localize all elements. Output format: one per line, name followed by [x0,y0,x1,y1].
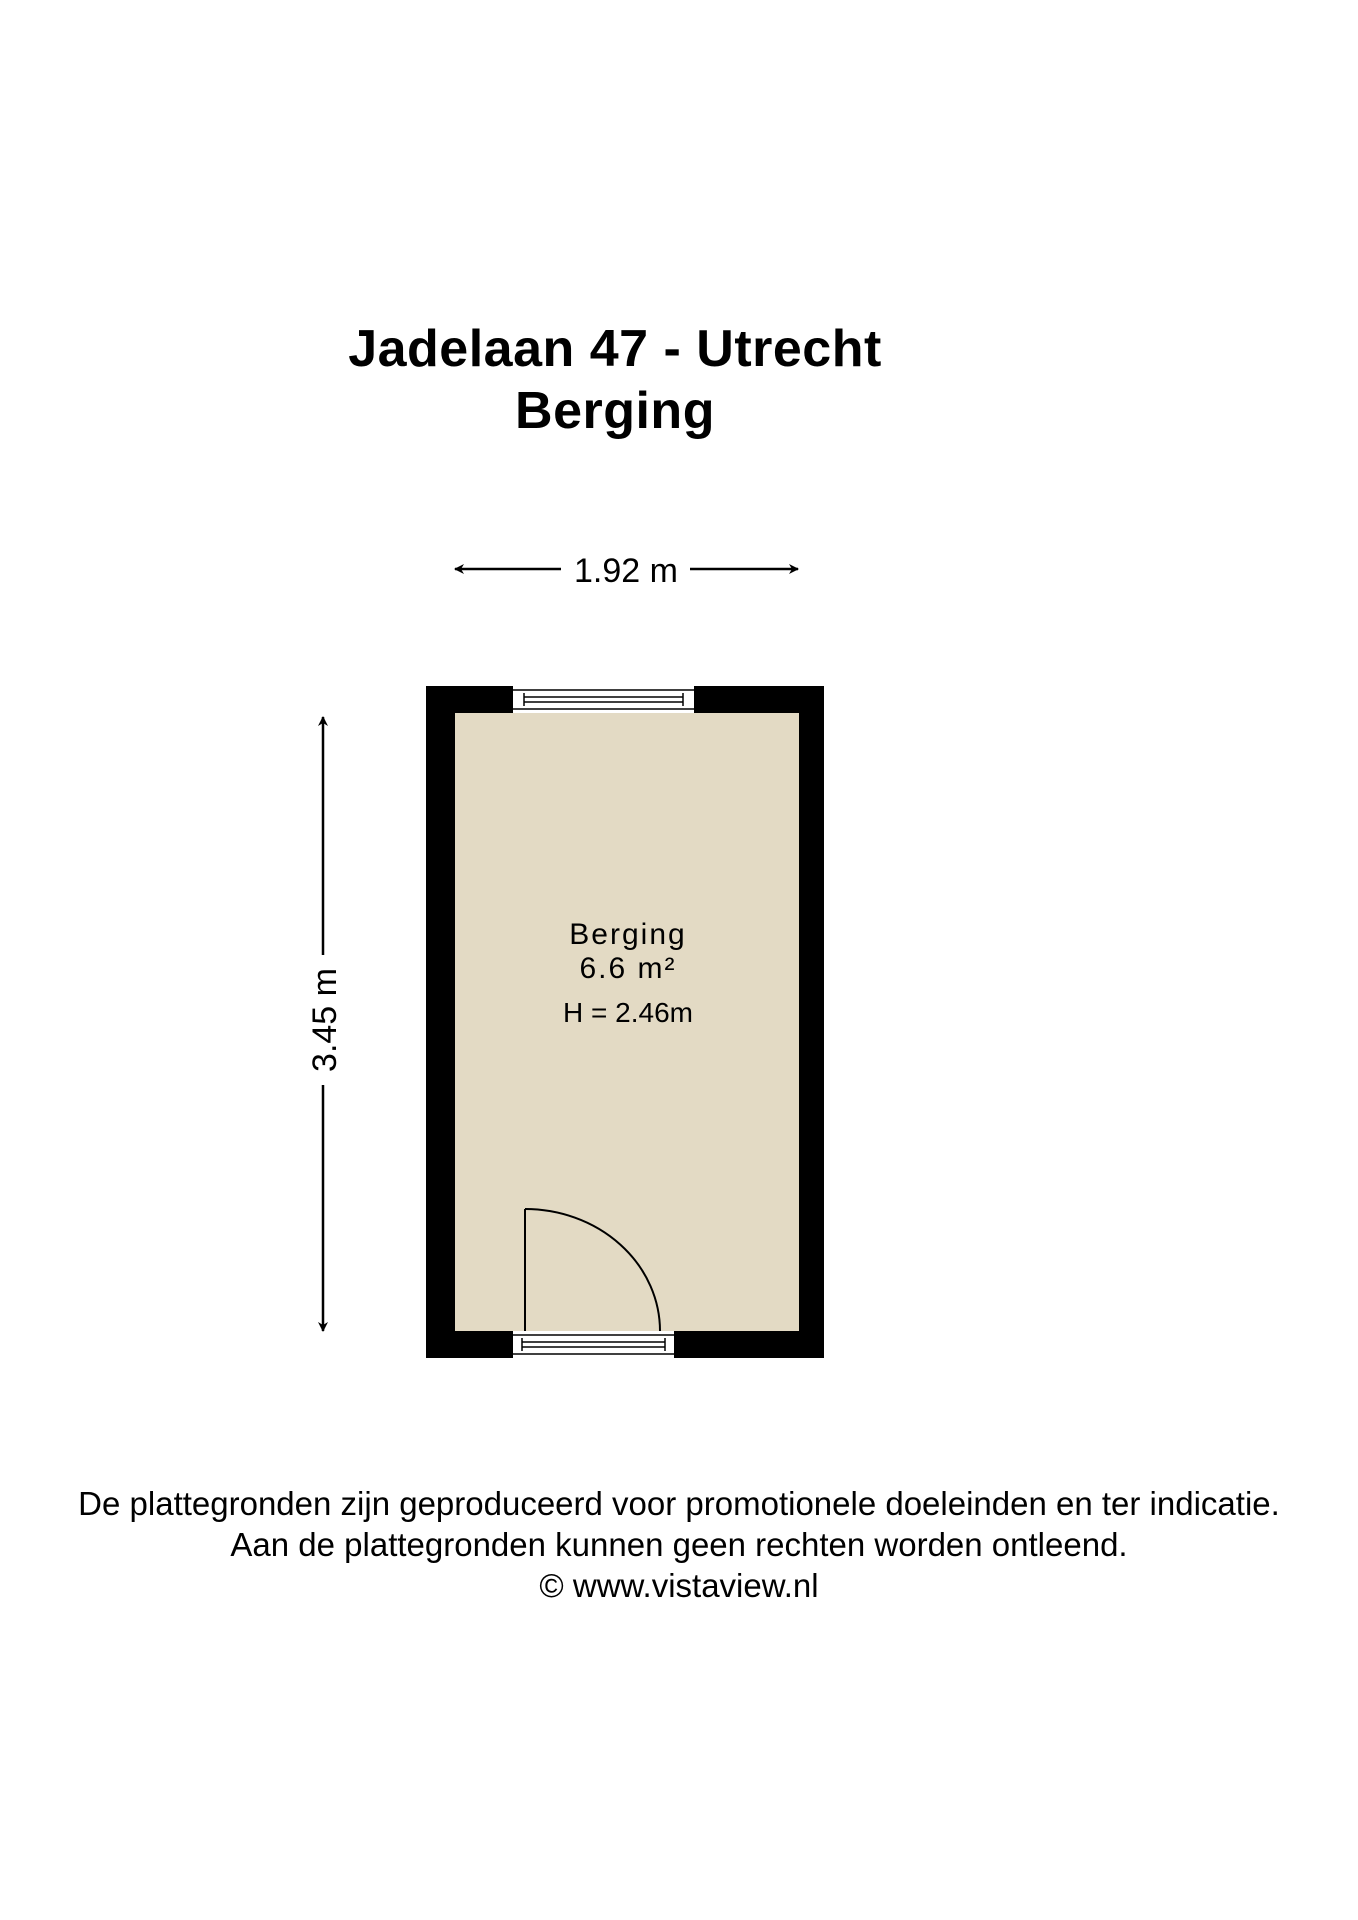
disclaimer [0,1483,1358,1606]
disclaimer-line-2: Aan de plattegronden kunnen geen rechten worden ontleend. [230,1526,1128,1563]
room-label [563,918,693,1028]
top-window [512,686,695,713]
address-title: Jadelaan 47 - Utrecht [348,320,882,378]
floor-title: Berging [515,382,715,440]
room-height: H = 2.46m [563,997,693,1028]
width-dimension [455,552,798,590]
disclaimer-line-1: De plattegronden zijn geproduceerd voor promotionele doeleinden en ter indicatie. [78,1485,1280,1522]
width-dimension-label: 1.92 m [574,552,678,590]
room-area: 6.6 m² [579,952,677,985]
depth-dimension [306,717,344,1331]
bottom-door-opening [512,1331,675,1358]
room-name: Berging [569,918,687,951]
depth-dimension-label: 3.45 m [306,968,344,1072]
copyright-line: © www.vistaview.nl [539,1567,819,1604]
